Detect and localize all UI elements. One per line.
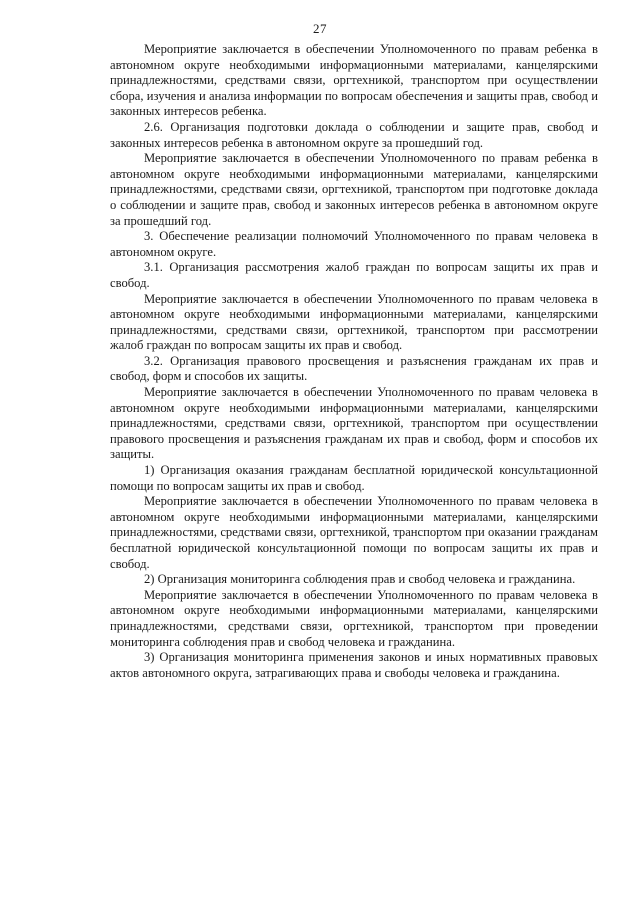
paragraph-measure-child-rights-info-collection: Мероприятие заключается в обеспечении Уполномоченного по правам ребенка в автономном округе необходимыми информационными материалами, канцелярскими принадлежностями, средствами связи, оргтехникой, транспортом при осуществлении сбора, изучения и анализа информации по вопросам обеспечения и защиты прав, свобод и законных интересов ребенка.	[110, 42, 598, 119]
paragraph-section-2-6: 2.6. Организация подготовки доклада о соблюдении и защите прав, свобод и законных интересов ребенка в автономном округе за прошедший год.	[110, 119, 598, 150]
document-body	[110, 42, 598, 681]
paragraph-section-3: 3. Обеспечение реализации полномочий Уполномоченного по правам человека в автономном округе.	[110, 229, 598, 259]
paragraph-item-2-monitoring: 2) Организация мониторинга соблюдения прав и свобод человека и гражданина.	[144, 572, 576, 587]
paragraph-section-3-2: 3.2. Организация правового просвещения и разъяснения гражданам их прав и свобод, форм и способов их защиты.	[110, 353, 598, 384]
page-number: 27	[313, 21, 327, 36]
paragraph-measure-legal-aid: Мероприятие заключается в обеспечении Уполномоченного по правам человека в автономном округе необходимыми информационными материалами, канцелярскими принадлежностями, средствами связи, оргтехникой, транспортом при оказании гражданам бесплатной юридической консультационной помощи по вопросам защиты их прав и свобод.	[110, 494, 598, 571]
paragraph-measure-legal-education: Мероприятие заключается в обеспечении Уполномоченного по правам человека в автономном округе необходимыми информационными материалами, канцелярскими принадлежностями, средствами связи, оргтехникой, транспортом при осуществлении правового просвещения и разъяснения гражданам их прав и свобод, форм и способов их защиты.	[110, 385, 598, 462]
paragraph-measure-child-rights-report: Мероприятие заключается в обеспечении Уполномоченного по правам ребенка в автономном округе необходимыми информационными материалами, канцелярскими принадлежностями, средствами связи, оргтехникой, транспортом при подготовке доклада о соблюдении и защите прав, свобод и законных интересов ребенка в автономном округе за прошедший год.	[110, 151, 598, 228]
paragraph-measure-monitoring: Мероприятие заключается в обеспечении Уполномоченного по правам человека в автономном округе необходимыми информационными материалами, канцелярскими принадлежностями, средствами связи, оргтехникой, транспортом при проведении мониторинга соблюдения прав и свобод человека и гражданина.	[110, 587, 598, 649]
paragraph-item-1-legal-aid: 1) Организация оказания гражданам бесплатной юридической консультационной помощи по вопросам защиты их прав и свобод.	[110, 463, 598, 493]
paragraph-measure-complaints: Мероприятие заключается в обеспечении Уполномоченного по правам человека в автономном округе необходимыми информационными материалами, канцелярскими принадлежностями, средствами связи, оргтехникой, транспортом при рассмотрении жалоб граждан по вопросам защиты их прав и свобод.	[110, 291, 598, 353]
paragraph-section-3-1: 3.1. Организация рассмотрения жалоб граждан по вопросам защиты их прав и свобод.	[110, 260, 598, 290]
paragraph-item-3-law-monitoring: 3) Организация мониторинга применения законов и иных нормативных правовых актов автономного округа, затрагивающих права и свободы человека и гражданина.	[110, 650, 598, 680]
